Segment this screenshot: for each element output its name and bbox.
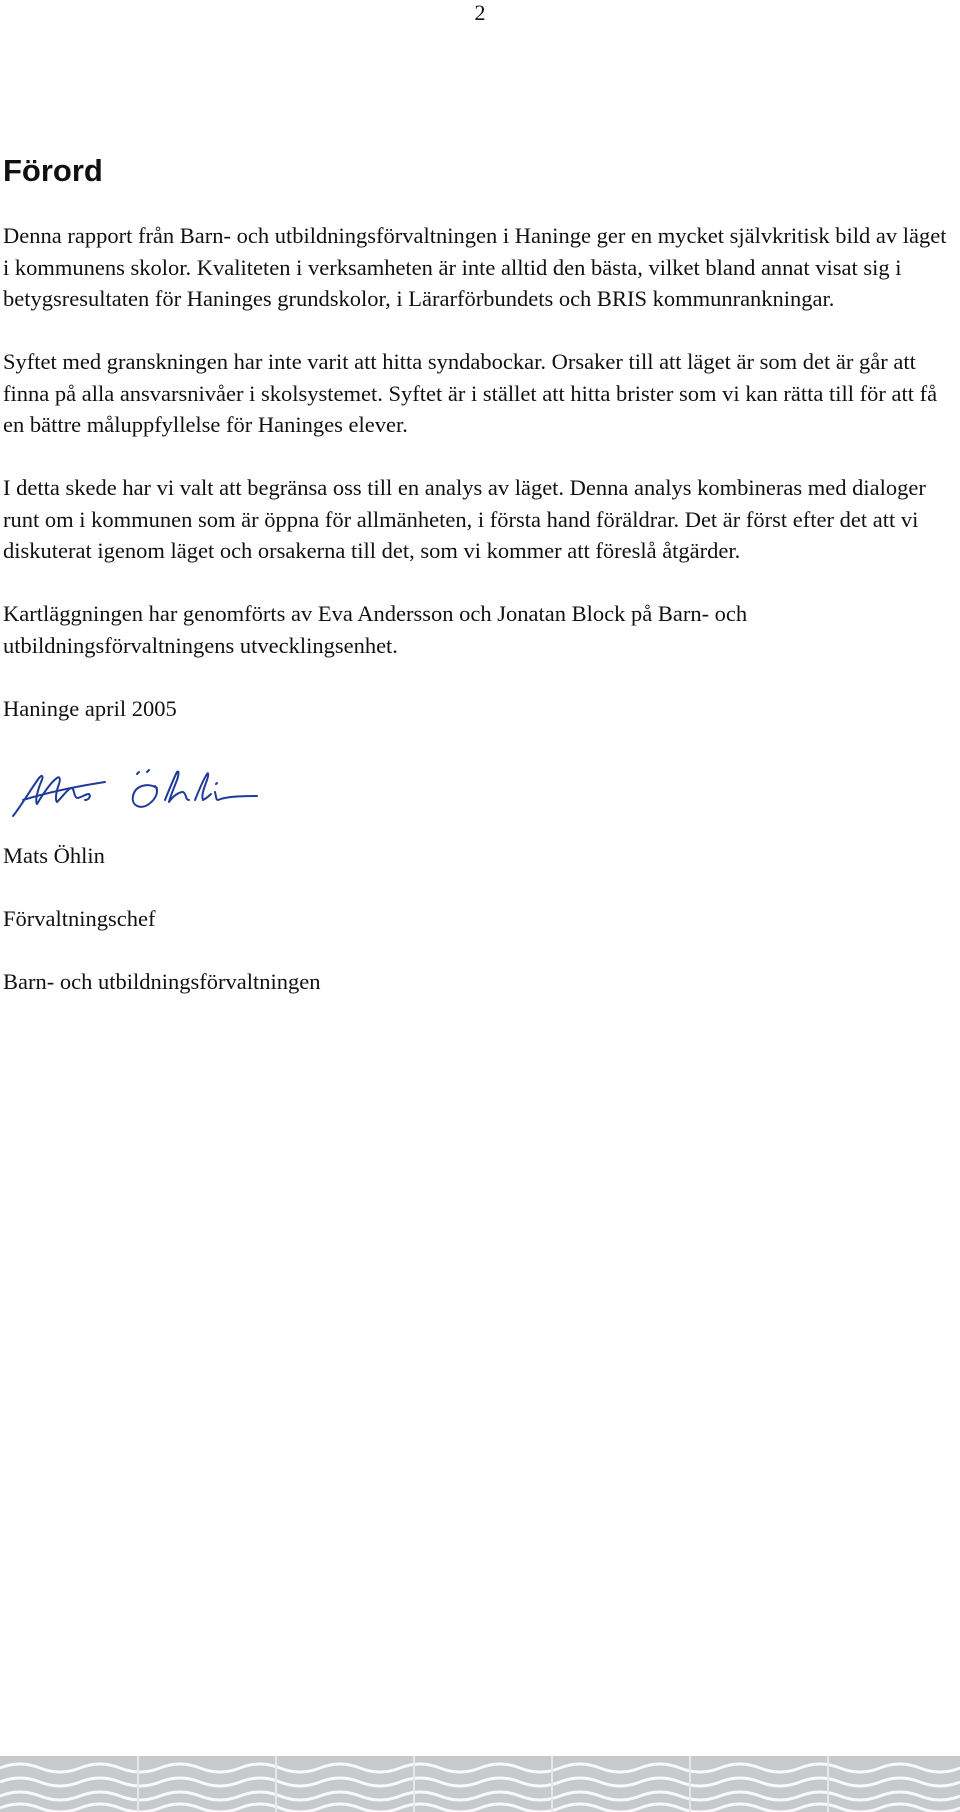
footer-wave-pattern xyxy=(0,1756,960,1812)
paragraph-purpose: Syftet med granskningen har inte varit att hitta syndabockar. Orsaker till att läget är som det är går att finna på alla ansvarsnivåer i skolsystemet. Syftet är i stället att hitta brister som vi kan rätta till för att få en bättre måluppfyllelse för Haninges elever. xyxy=(3,349,938,437)
signatory-title: Förvaltningschef xyxy=(3,906,156,931)
paragraph-analysis: I detta skede har vi valt att begränsa oss till en analys av läget. Denna analys kombineras med dialoger runt om i kommunen som är öppna för allmänheten, i första hand föräldrar. Det är först efter det att vi diskuterat igenom läget och orsakerna till det, som vi kommer att föreslå åtgärder. xyxy=(3,475,926,563)
signatory-name: Mats Öhlin xyxy=(3,843,105,868)
paragraph-intro: Denna rapport från Barn- och utbildningsförvaltningen i Haninge ger en mycket självkritisk bild av läget i kommunens skolor. Kvaliteten i verksamheten är inte alltid den bästa, vilket bland annat visat sig i betygsresultaten för Haninges grundskolor, i Lärarförbundets och BRIS kommunrankningar. xyxy=(3,223,947,311)
date-line: Haninge april 2005 xyxy=(3,695,177,721)
handwritten-signature xyxy=(9,766,259,824)
document-body xyxy=(3,220,958,1029)
page-title: Förord xyxy=(3,153,103,188)
page-number: 2 xyxy=(474,0,486,25)
footer-decorative-band xyxy=(0,1756,960,1812)
signatory-organization: Barn- och utbildningsförvaltningen xyxy=(3,969,321,994)
paragraph-authors: Kartläggningen har genomförts av Eva Andersson och Jonatan Block på Barn- och utbildningsförvaltningens utvecklingsenhet. xyxy=(3,601,748,658)
